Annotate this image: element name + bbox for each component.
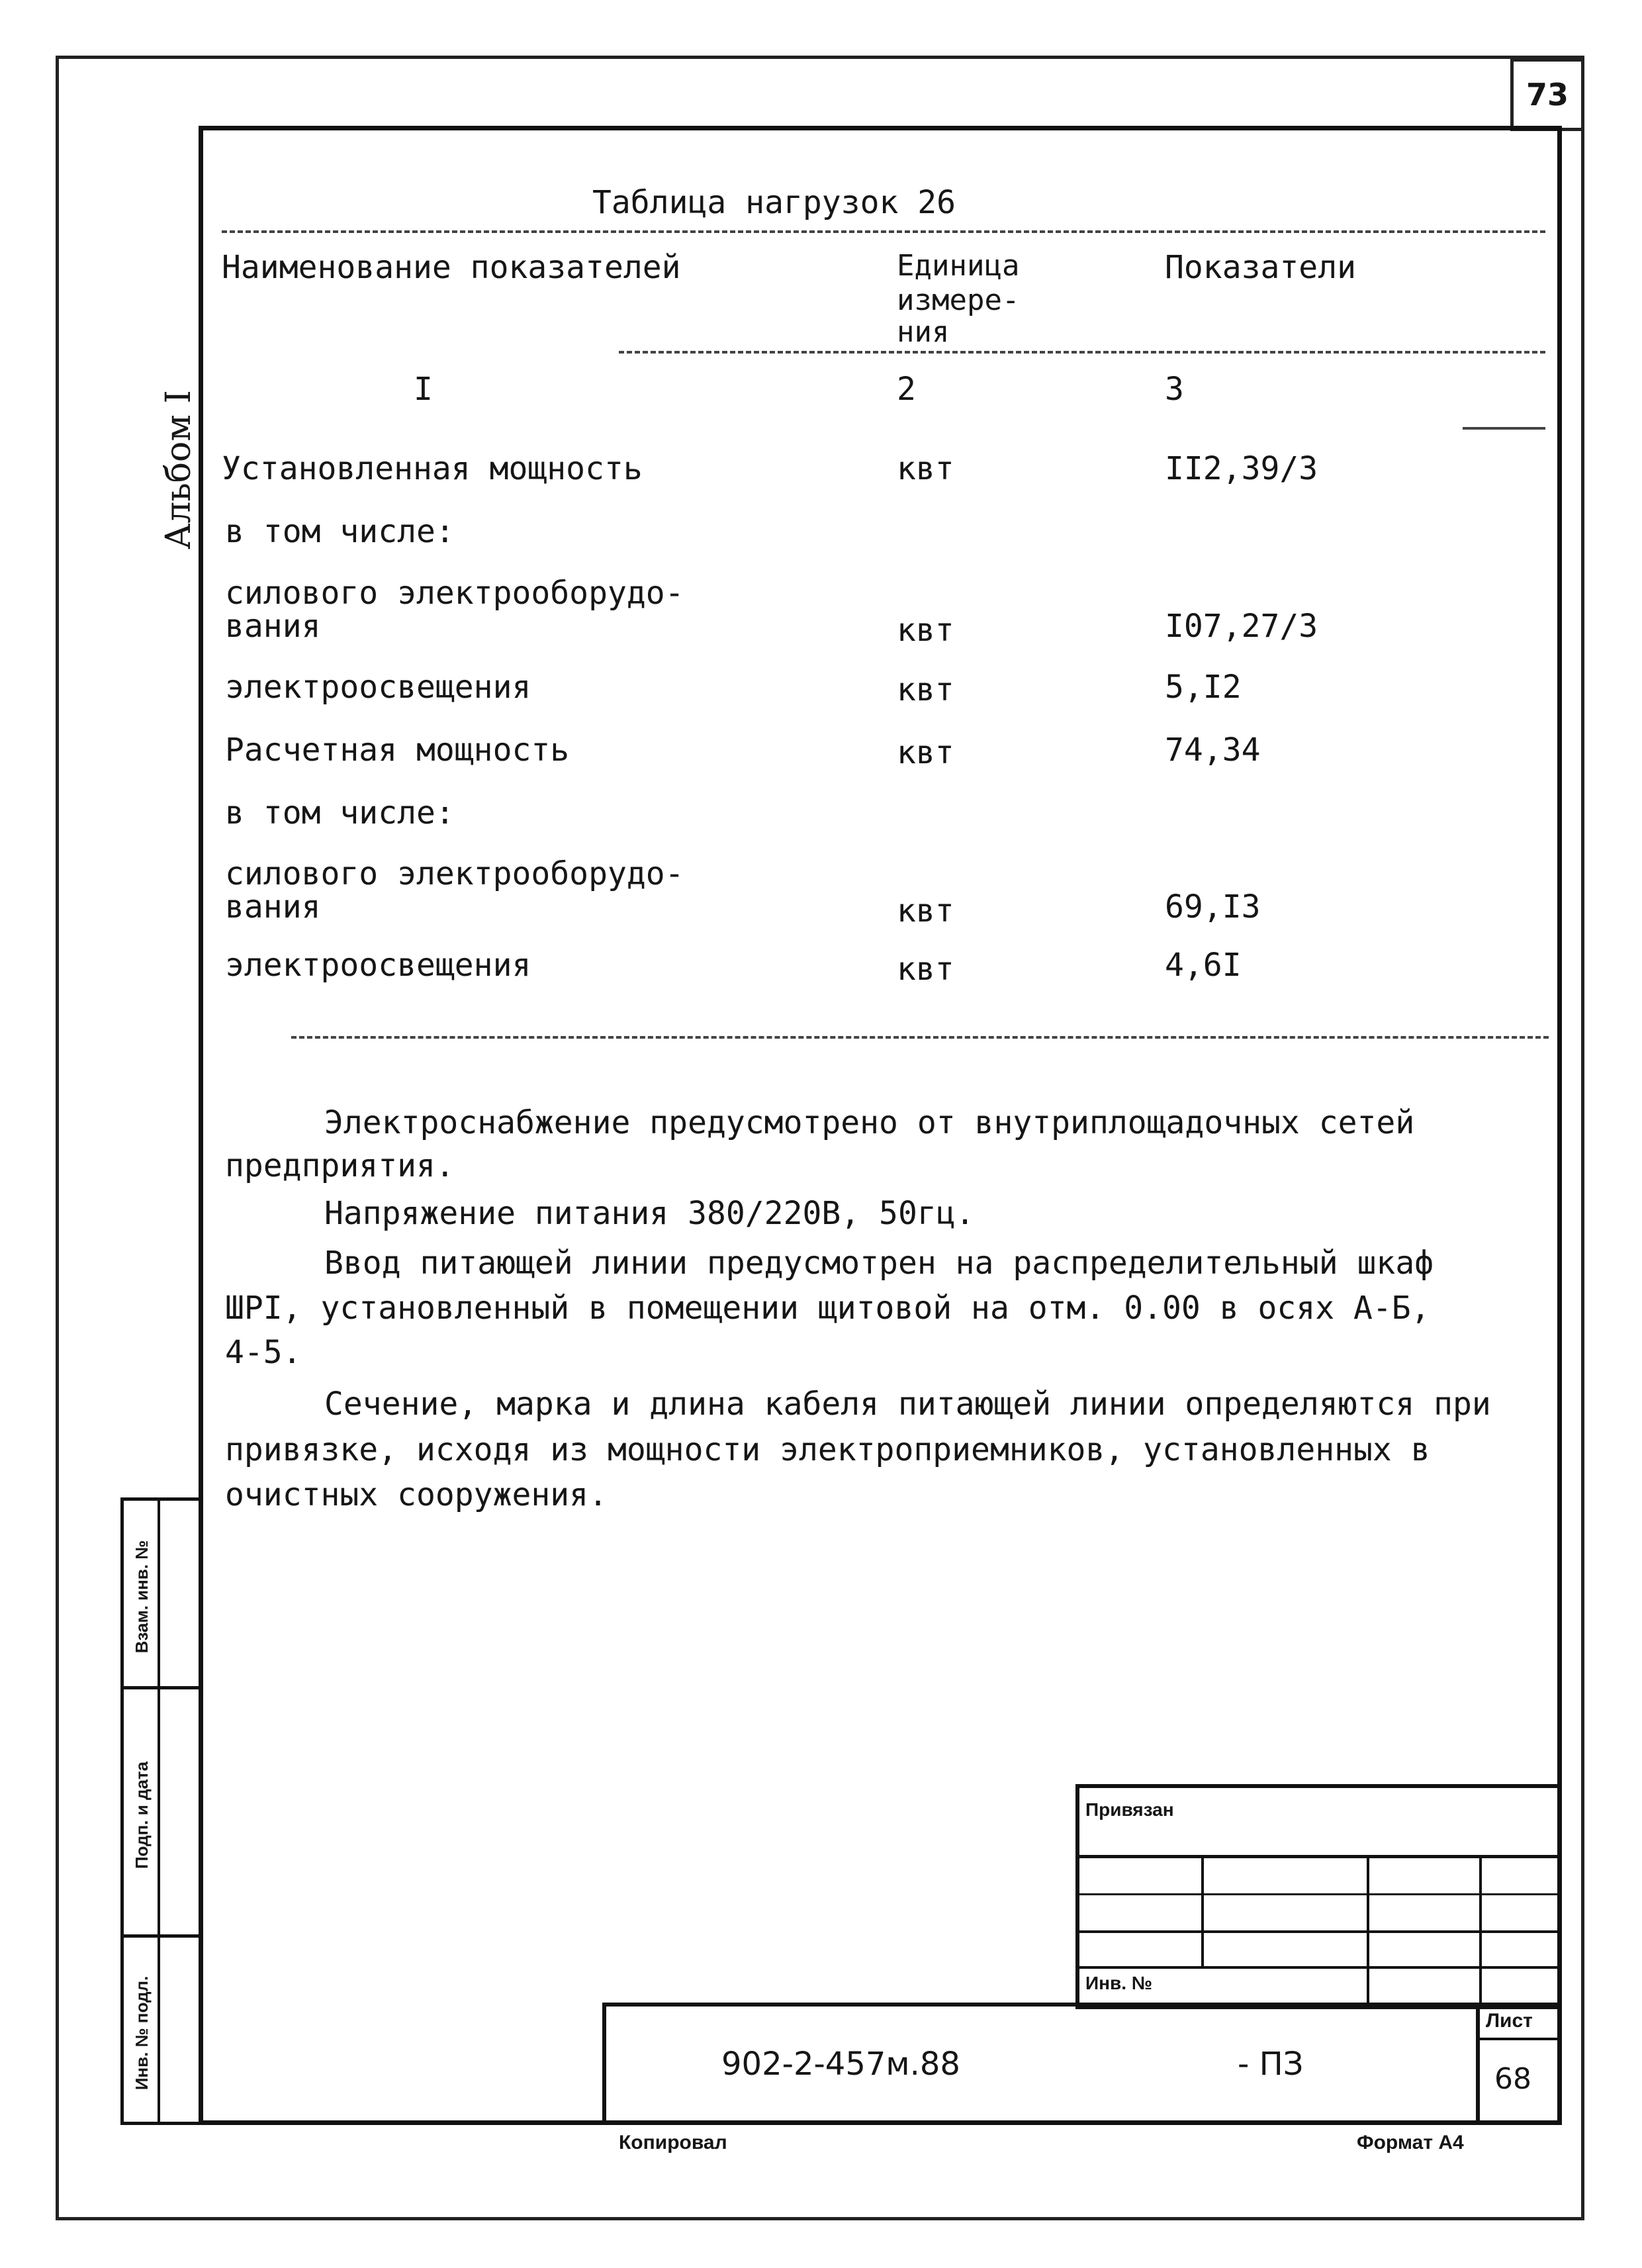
tb-rule	[1075, 1966, 1562, 1969]
stamp-vzam-label: Взам. инв. №	[132, 1540, 152, 1654]
album-label: Альбом I	[159, 390, 199, 549]
row-name: Расчетная мощность	[225, 732, 570, 769]
paragraph-line: привязке, исходя из мощности электроприемников, установленных в	[225, 1431, 1430, 1468]
table-bottom-rule	[291, 1036, 1549, 1039]
short-rule	[1463, 427, 1545, 430]
paragraph-line: предприятия.	[225, 1147, 455, 1184]
row-name: электроосвещения	[225, 669, 531, 706]
paragraph-line: Сечение, марка и длина кабеля питающей линии определяются при	[324, 1386, 1491, 1423]
tb-rule	[1075, 1855, 1562, 1858]
footer-copied: Копировал	[619, 2132, 727, 2153]
paragraph-line: 4-5.	[225, 1334, 302, 1371]
header-unit-1: Единица	[897, 249, 1020, 283]
row-name: Установленная мощность	[222, 450, 643, 487]
stamp-vzam-box	[120, 1497, 203, 1689]
paragraph-line: очистных сооружения.	[225, 1476, 608, 1513]
tb-rule	[1075, 1930, 1562, 1933]
stamp-inv-label: Инв. № подл.	[132, 1975, 152, 2091]
header-unit-2: измере-	[897, 283, 1020, 317]
header-name: Наименование показателей	[222, 249, 681, 286]
tb-col	[1367, 1855, 1369, 2009]
tb-col	[1201, 1855, 1204, 1966]
column-number-2: 2	[897, 371, 916, 408]
stamp-inv-box	[120, 1934, 203, 2125]
row-name: силового электрооборудо-	[225, 855, 684, 892]
paragraph-line: ШРI, установленный в помещении щитовой на отм. 0.00 в осях А-Б,	[225, 1290, 1430, 1327]
row-value: 4,6I	[1165, 947, 1242, 984]
row-name-cont: вания	[225, 608, 321, 645]
tb-rule	[1476, 2038, 1562, 2040]
row-name: в том числе:	[225, 513, 455, 550]
tb-rule	[1075, 1893, 1562, 1895]
sheet-label: Лист	[1486, 2010, 1533, 2032]
row-name: электроосвещения	[225, 947, 531, 984]
row-unit: квт	[897, 734, 954, 771]
row-value: I07,27/3	[1165, 608, 1318, 645]
page-number: 73	[1510, 58, 1584, 131]
tb-col	[1476, 2003, 1480, 2125]
stamp-podp-label: Подп. и дата	[132, 1761, 152, 1869]
sheet-number: 68	[1494, 2062, 1531, 2096]
column-number-1: I	[414, 371, 433, 408]
row-value: II2,39/3	[1165, 450, 1318, 487]
paragraph-line: Напряжение питания 380/220В, 50гц.	[324, 1195, 975, 1232]
row-name: силового электрооборудо-	[225, 575, 684, 612]
table-title: Таблица нагрузок 26	[592, 184, 956, 221]
header-rule	[619, 351, 1545, 354]
row-value: 74,34	[1165, 732, 1261, 769]
row-unit: квт	[897, 892, 954, 929]
table-top-rule	[222, 230, 1545, 233]
row-value: 69,I3	[1165, 888, 1261, 925]
doc-code: 902-2-457м.88	[721, 2046, 960, 2083]
inv-no-label: Инв. №	[1085, 1973, 1153, 1993]
row-name-cont: вания	[225, 888, 321, 925]
privyazan-label: Привязан	[1085, 1799, 1174, 1820]
footer-format: Формат А4	[1357, 2132, 1464, 2153]
tb-col	[1479, 1855, 1482, 2009]
header-value: Показатели	[1165, 249, 1356, 286]
row-unit: квт	[897, 951, 954, 988]
doc-section: - ПЗ	[1238, 2046, 1304, 2083]
column-number-3: 3	[1165, 371, 1184, 408]
row-unit: квт	[897, 450, 954, 487]
row-value: 5,I2	[1165, 669, 1242, 706]
paragraph-line: Ввод питающей линии предусмотрен на распределительный шкаф	[324, 1245, 1434, 1282]
row-unit: квт	[897, 612, 954, 649]
row-unit: квт	[897, 671, 954, 708]
header-unit-3: ния	[897, 315, 950, 349]
row-name: в том числе:	[225, 794, 455, 831]
stamp-podp-box	[120, 1686, 203, 1938]
paragraph-line: Электроснабжение предусмотрено от внутриплощадочных сетей	[324, 1104, 1415, 1141]
